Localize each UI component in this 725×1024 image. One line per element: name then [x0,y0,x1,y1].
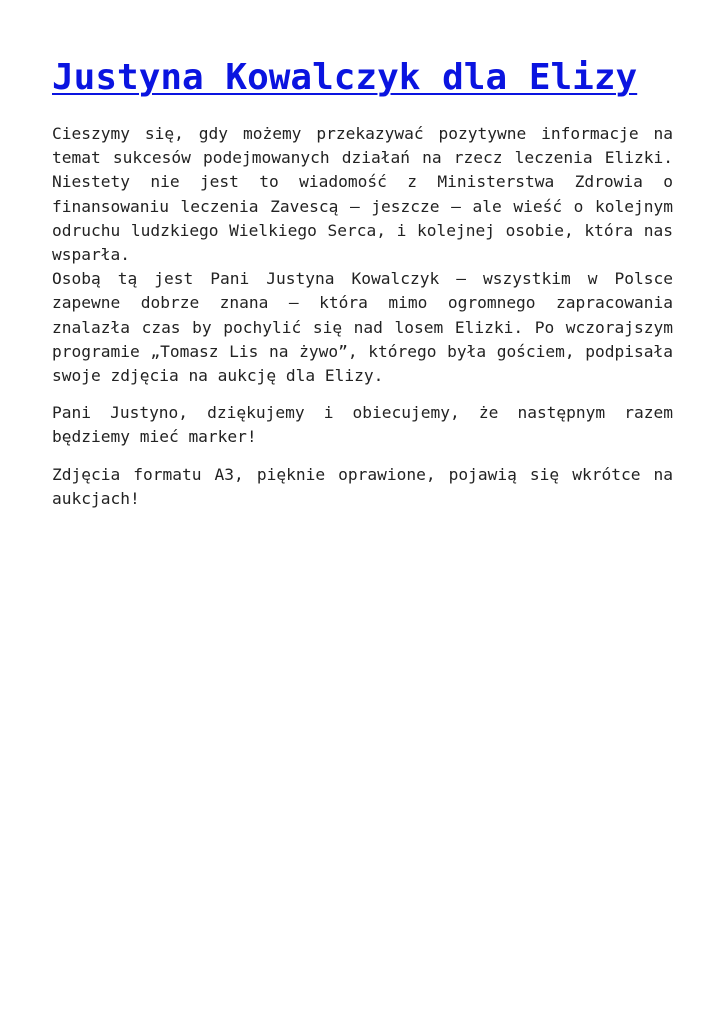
paragraph-text: Cieszymy się, gdy możemy przekazywać pozytywne informacje na temat sukcesów podejmowanych działań na rzecz leczenia Elizki. Niestety nie jest to wiadomość z Ministerstwa Zdrowia o finansowaniu leczenia Zavescą – jeszcze – ale wieść o kolejnym odruchu ludzkiego Wielkiego Serca, i kolejnej osobie, która nas wsparła. [52,124,673,265]
paragraph-text: Pani Justyno, dziękujemy i obiecujemy, że następnym razem będziemy mieć marker! [52,403,673,447]
paragraph-text: Osobą tą jest Pani Justyna Kowalczyk – wszystkim w Polsce zapewne dobrze znana – która mimo ogromnego zapracowania znalazła czas by pochylić się nad losem Elizki. Po wczorajszym programie „Tomasz Lis na żywo”, którego była gościem, podpisała swoje zdjęcia na aukcję dla Elizy. [52,269,673,386]
article-title [52,56,673,100]
paragraph [52,463,673,511]
article [52,56,673,524]
article-body [52,122,673,511]
paragraph [52,401,673,449]
paragraph [52,122,673,388]
paragraph-text: Zdjęcia formatu A3, pięknie oprawione, pojawią się wkrótce na aukcjach! [52,464,673,508]
article-title-link[interactable]: Justyna Kowalczyk dla Elizy [52,57,638,98]
